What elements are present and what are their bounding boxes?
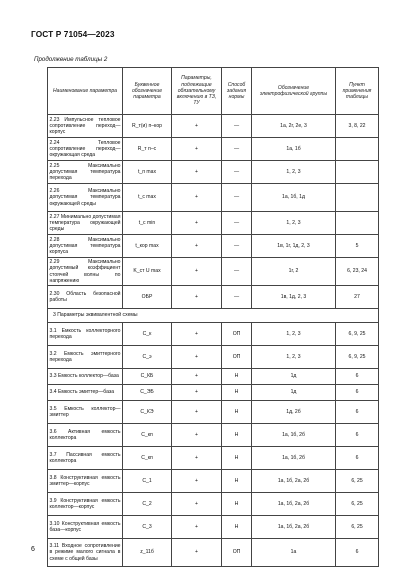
parameter-name-cell: 3.6 Активная емкость коллектора <box>48 424 123 447</box>
tz-inclusion-cell: + <box>172 258 222 286</box>
electrophysical-group-cell: 1а, 1б, 1д <box>252 184 336 212</box>
electrophysical-group-cell: 1в, 1г, 1д, 2, 3 <box>252 235 336 258</box>
parameter-name-cell: 2.29 Максимально допустимый коэффициент стоячей волны по напряжению <box>49 259 121 284</box>
symbol-cell: t_с min <box>123 212 172 235</box>
table-clause-cell: 6 <box>336 369 379 385</box>
table-clause-cell: 5 <box>336 235 379 258</box>
table-clause-cell: 6 <box>336 424 379 447</box>
symbol-cell: C_1 <box>123 470 172 493</box>
table-clause-cell: 6, 25 <box>336 470 379 493</box>
electrophysical-group-cell: 1г, 2 <box>252 258 336 286</box>
symbol-cell: C_3 <box>123 516 172 539</box>
table-row <box>48 346 379 369</box>
table-clause-cell: 6, 25 <box>336 493 379 516</box>
table-row <box>48 493 379 516</box>
electrophysical-group-cell: 1, 2, 3 <box>252 346 336 369</box>
norm-method-cell: ОП <box>222 539 252 567</box>
symbol-cell: t_кор max <box>123 235 172 258</box>
table-row <box>48 323 379 346</box>
tz-inclusion-cell: + <box>172 447 222 470</box>
table-row <box>48 385 379 401</box>
parameter-name-cell: 2.27 Минимально допустимая температура окружающей среды <box>48 212 123 235</box>
symbol-cell: t_п max <box>123 161 172 184</box>
norm-method-cell: — <box>222 115 252 138</box>
table-continuation-caption: Продолжение таблицы 2 <box>34 56 108 63</box>
tz-inclusion-cell: + <box>172 385 222 401</box>
table-row <box>48 138 379 161</box>
parameter-name-cell: 3.8 Конструктивная емкость эмиттер—корпус <box>48 470 123 493</box>
parameter-name-cell: 3.11 Входное сопротивление в режиме малого сигнала в схеме с общей базы <box>48 539 123 567</box>
tz-inclusion-cell: + <box>172 369 222 385</box>
table-clause-cell: 3, 8, 22 <box>336 115 379 138</box>
table-row <box>48 286 379 309</box>
column-header: Способ задания нормы <box>222 68 252 115</box>
electrophysical-group-cell: 1а, 1б, 2а, 2б <box>252 516 336 539</box>
tz-inclusion-cell: + <box>172 138 222 161</box>
norm-method-cell: — <box>222 258 252 286</box>
section-row <box>48 309 379 323</box>
electrophysical-group-cell: 1, 2, 3 <box>252 212 336 235</box>
norm-method-cell: Н <box>222 401 252 424</box>
table-row <box>48 447 379 470</box>
table-row <box>48 516 379 539</box>
table-row <box>48 401 379 424</box>
norm-method-cell: Н <box>222 470 252 493</box>
column-header: Параметры, подлежащие обязательному включению в ТЗ, ТУ <box>172 68 222 115</box>
norm-method-cell: — <box>222 212 252 235</box>
parameter-name-cell: 3.7 Пассивная емкость коллектора <box>48 447 123 470</box>
norm-method-cell: Н <box>222 447 252 470</box>
norm-method-cell: — <box>222 184 252 212</box>
parameter-name-cell: 2.26 Максимально допустимая температура окружающей среды <box>48 184 123 212</box>
table-clause-cell: 6, 23, 24 <box>336 258 379 286</box>
table-clause-cell: 6 <box>336 447 379 470</box>
symbol-cell: C_э <box>123 346 172 369</box>
table-row <box>48 369 379 385</box>
document-header: ГОСТ Р 71054—2023 <box>31 29 115 39</box>
norm-method-cell: — <box>222 138 252 161</box>
symbol-cell: C_кп <box>123 424 172 447</box>
electrophysical-group-cell: 1а, 1б <box>252 138 336 161</box>
table-row <box>48 235 379 258</box>
parameter-name-cell: 2.28 Максимально допустимая температура корпуса <box>48 235 123 258</box>
electrophysical-group-cell: 1а, 2г, 2е, 3 <box>252 115 336 138</box>
tz-inclusion-cell: + <box>172 184 222 212</box>
electrophysical-group-cell: 1в, 1д, 2, 3 <box>252 286 336 309</box>
symbol-cell: R_т п–с <box>123 138 172 161</box>
table-row <box>48 539 379 567</box>
table-row <box>48 184 379 212</box>
tz-inclusion-cell: + <box>172 323 222 346</box>
table-clause-cell <box>336 161 379 184</box>
electrophysical-group-cell: 1а, 1б, 2а, 2б <box>252 493 336 516</box>
tz-inclusion-cell: + <box>172 401 222 424</box>
tz-inclusion-cell: + <box>172 286 222 309</box>
parameter-name-cell: 3.2 Емкость эмиттерного перехода <box>48 346 123 369</box>
symbol-cell: t_с max <box>123 184 172 212</box>
table-clause-cell: 6, 9, 25 <box>336 323 379 346</box>
norm-method-cell: — <box>222 235 252 258</box>
tz-inclusion-cell: + <box>172 493 222 516</box>
tz-inclusion-cell: + <box>172 161 222 184</box>
tz-inclusion-cell: + <box>172 212 222 235</box>
table-clause-cell <box>336 212 379 235</box>
table-row <box>48 161 379 184</box>
column-header: Обозначение электрофизической группы <box>252 68 336 115</box>
symbol-cell: C_КЭ <box>123 401 172 424</box>
electrophysical-group-cell: 1, 2, 3 <box>252 161 336 184</box>
electrophysical-group-cell: 1, 2, 3 <box>252 323 336 346</box>
table-clause-cell: 6 <box>336 385 379 401</box>
table-clause-cell: 6, 9, 25 <box>336 346 379 369</box>
parameter-name-cell: 3.1 Емкость коллекторного перехода <box>48 323 123 346</box>
tz-inclusion-cell: + <box>172 516 222 539</box>
column-header: Буквенное обозначение параметра <box>123 68 172 115</box>
table-body <box>48 115 379 567</box>
table-clause-cell: 6, 25 <box>336 516 379 539</box>
symbol-cell: K_ст U max <box>123 258 172 286</box>
tz-inclusion-cell: + <box>172 424 222 447</box>
norm-method-cell: ОП <box>222 323 252 346</box>
table-row <box>48 212 379 235</box>
symbol-cell: C_КБ <box>123 369 172 385</box>
tz-inclusion-cell: + <box>172 235 222 258</box>
table-clause-cell <box>336 138 379 161</box>
parameter-name-cell: 2.30 Область безопасной работы <box>48 286 123 309</box>
parameter-name-cell: 3.4 Емкость эмиттер—база <box>48 385 123 401</box>
parameter-name-cell: 2.24 Тепловое сопротивление переход—окружающая среда <box>48 138 123 161</box>
norm-method-cell: Н <box>222 424 252 447</box>
symbol-cell: C_2 <box>123 493 172 516</box>
electrophysical-group-cell: 1а, 1б, 2а, 2б <box>252 470 336 493</box>
tz-inclusion-cell: + <box>172 115 222 138</box>
electrophysical-group-cell: 1а <box>252 539 336 567</box>
section-title: 3 Параметры эквивалентной схемы <box>48 309 379 323</box>
tz-inclusion-cell: + <box>172 346 222 369</box>
parameters-table <box>47 67 379 567</box>
norm-method-cell: — <box>222 161 252 184</box>
parameter-name-cell: 3.3 Емкость коллектор—база <box>48 369 123 385</box>
parameter-name-cell: 3.9 Конструктивная емкость коллектор—корпус <box>48 493 123 516</box>
table-header-row <box>48 68 379 115</box>
page-number: 6 <box>31 546 35 553</box>
table-row <box>48 424 379 447</box>
norm-method-cell: ОП <box>222 346 252 369</box>
electrophysical-group-cell: 1д <box>252 369 336 385</box>
electrophysical-group-cell: 1а, 1б, 2б <box>252 424 336 447</box>
parameter-name-cell: 2.23 Импульсное тепловое сопротивление переход—корпус <box>48 115 123 138</box>
norm-method-cell: Н <box>222 385 252 401</box>
parameter-name-cell: 2.25 Максимально допустимая температура перехода <box>48 161 123 184</box>
parameter-name-cell: 3.10 Конструктивная емкость база—корпус <box>48 516 123 539</box>
norm-method-cell: Н <box>222 369 252 385</box>
electrophysical-group-cell: 1а, 1б, 2б <box>252 447 336 470</box>
tz-inclusion-cell: + <box>172 470 222 493</box>
electrophysical-group-cell: 1д <box>252 385 336 401</box>
table-row <box>48 115 379 138</box>
column-header: Пункт применения таблицы <box>336 68 379 115</box>
table-row <box>48 470 379 493</box>
symbol-cell: ОБР <box>123 286 172 309</box>
symbol-cell: z_11б <box>123 539 172 567</box>
norm-method-cell: — <box>222 286 252 309</box>
symbol-cell: R_т(и) п–кор <box>123 115 172 138</box>
table-row <box>48 258 379 286</box>
column-header: Наименование параметра <box>48 68 123 115</box>
table-clause-cell: 6 <box>336 539 379 567</box>
table-clause-cell <box>336 184 379 212</box>
symbol-cell: C_ЭБ <box>123 385 172 401</box>
symbol-cell: C_к <box>123 323 172 346</box>
symbol-cell: C_кп <box>123 447 172 470</box>
tz-inclusion-cell: + <box>172 539 222 567</box>
table-clause-cell: 6 <box>336 401 379 424</box>
norm-method-cell: Н <box>222 516 252 539</box>
norm-method-cell: Н <box>222 493 252 516</box>
electrophysical-group-cell: 1д, 2б <box>252 401 336 424</box>
parameter-name-cell: 3.5 Емкость коллектор—эмиттер <box>48 401 123 424</box>
table-clause-cell: 27 <box>336 286 379 309</box>
